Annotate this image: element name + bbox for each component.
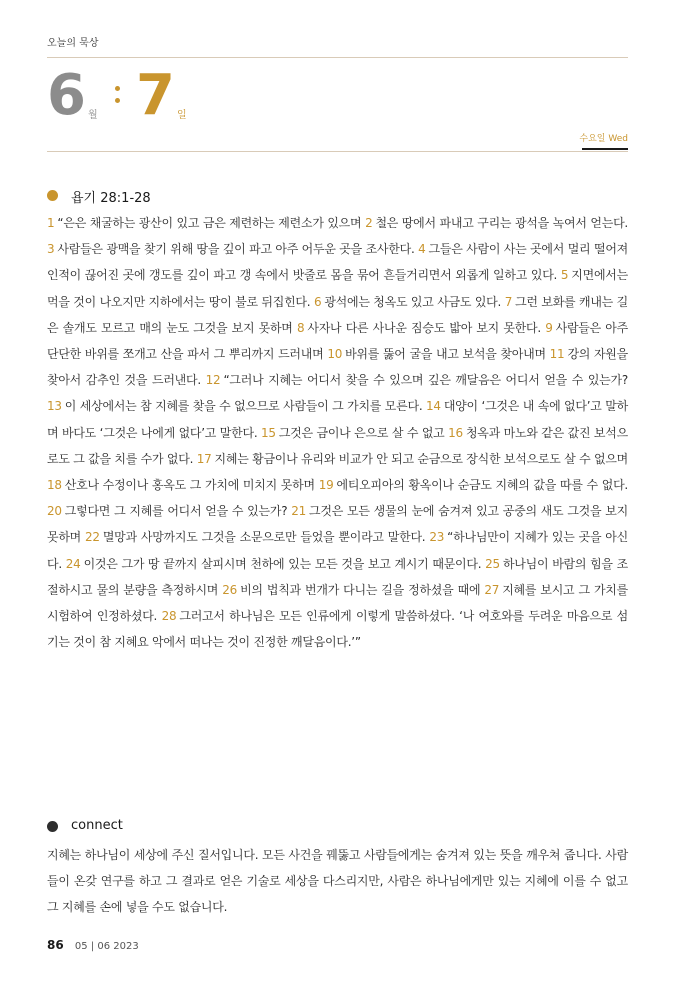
verse-text: 하나님이 바람의 힘을 조절하시고 물의 분량을 측정하시며 <box>47 556 628 597</box>
verse-text: “하나님만이 지혜가 있는 곳을 아신다. <box>47 530 628 571</box>
verse-text: 지혜를 보시고 그 가치를 시험하여 인정하셨다. <box>47 582 628 624</box>
verse-number: 27 <box>484 582 500 597</box>
verse-text: 산호나 수정이나 홍옥도 그 가치에 미치지 못하며 <box>64 478 315 493</box>
scripture-passage <box>47 210 628 655</box>
verse-number: 16 <box>448 425 463 440</box>
verse-number: 17 <box>196 451 212 466</box>
verse-text: 철은 땅에서 파내고 구리는 광석을 녹여서 얻는다. <box>375 216 628 230</box>
connect-body: 지혜는 하나님이 세상에 주신 질서입니다. 모든 사건을 꿰뚫고 사람들에게는 숨겨져 있는 뜻을 깨우쳐 줍니다. 사람들이 온갖 연구를 하고 그 결과로 얻은 기술로 세상을 다스리지만, 사람은 하나님에게만 있는 지혜에 이를 수 없고 그 지혜를 손에 넣을 수도 없습니다. <box>47 848 628 915</box>
date-colon <box>115 84 121 108</box>
verse-text: 청옥과 마노와 같은 값진 보석으로도 그 값을 치를 수가 없다. <box>47 425 628 466</box>
page-footer <box>47 938 139 952</box>
day-unit: 일 <box>177 110 187 121</box>
connect-title: connect <box>71 818 123 833</box>
weekday-label: 수요일 Wed <box>579 134 628 144</box>
section-label: 오늘의 묵상 <box>47 38 99 49</box>
verse-text: “그러나 지혜는 어디서 찾을 수 있으며 깊은 깨달음은 어디서 얻을 수 있는가? <box>223 373 628 388</box>
verse-text: 에티오피아의 황옥이나 순금도 지혜의 값을 따를 수 없다. <box>336 478 628 493</box>
verse-number: 10 <box>327 347 343 362</box>
verse-number: 12 <box>205 373 221 388</box>
verse-number: 24 <box>65 556 81 571</box>
month-unit: 월 <box>88 110 98 121</box>
verse-text: 그런 보화를 캐내는 길은 솔개도 모르고 매의 눈도 그것을 보지 못하며 <box>47 294 628 335</box>
verse-text: 광석에는 청옥도 있고 사금도 있다. <box>324 294 502 309</box>
connect-bullet-icon <box>47 821 58 832</box>
verse-number: 18 <box>47 478 62 493</box>
verse-number: 6 <box>313 294 322 309</box>
verse-text: “은은 채굴하는 광산이 있고 금은 제련하는 제련소가 있으며 <box>57 216 362 230</box>
verse-text: 지혜는 황금이나 유리와 비교가 안 되고 순금으로 장식한 보석으로도 살 수 없으며 <box>214 451 629 466</box>
verse-number: 2 <box>365 216 373 230</box>
verse-text: 그들은 사람이 사는 곳에서 멀리 떨어져 인적이 끊어진 곳에 갱도를 깊이 파고 갱 속에서 밧줄로 몸을 묶어 흔들거리면서 외롭게 일하고 있다. <box>47 242 628 283</box>
verse-number: 11 <box>549 347 565 362</box>
scripture-bullet-icon <box>47 190 58 201</box>
verse-number: 15 <box>261 425 276 440</box>
weekday-underline <box>582 148 628 150</box>
verse-text: 강의 자원을 찾아서 감추인 것을 드러낸다. <box>47 347 628 388</box>
verse-text: 이 세상에서는 참 지혜를 찾을 수 없으므로 사람들이 그 가치를 모른다. <box>64 399 423 414</box>
verse-number: 7 <box>504 294 513 309</box>
verse-number: 25 <box>485 556 500 571</box>
verse-number: 28 <box>161 609 177 624</box>
verse-text: 그렇다면 그 지혜를 어디서 얻을 수 있는가? <box>64 504 288 519</box>
verse-text: 사자나 다른 사나운 짐승도 밟아 보지 못한다. <box>307 320 541 335</box>
verse-number: 22 <box>85 530 100 545</box>
month-number: 6 <box>47 63 86 128</box>
verse-text: 그것은 금이나 은으로 살 수 없고 <box>278 425 445 440</box>
verse-text: 이것은 그가 땅 끝까지 살피시며 천하에 있는 모든 것을 보고 계시기 때문이다. <box>83 556 482 571</box>
verse-number: 1 <box>47 216 55 230</box>
verse-text: 사람들은 광맥을 찾기 위해 땅을 깊이 파고 아주 어두운 곳을 조사한다. <box>57 242 415 257</box>
scripture-reference: 욥기 28:1-28 <box>71 191 151 206</box>
verse-text: 대양이 ‘그것은 내 속에 없다’고 말하며 바다도 ‘그것은 나에게 없다’고 말한다. <box>47 399 628 440</box>
verse-number: 23 <box>429 530 445 545</box>
verse-text: 그것은 모든 생물의 눈에 숨겨져 있고 공중의 새도 그것을 보지 못하며 <box>47 504 628 545</box>
date-divider <box>47 151 628 152</box>
verse-text: 멸망과 사망까지도 그것을 소문으로만 들었을 뿐이라고 말한다. <box>102 530 426 545</box>
verse-number: 14 <box>426 399 441 414</box>
verse-number: 20 <box>47 504 62 519</box>
verse-text: 바위를 뚫어 굴을 내고 보석을 찾아내며 <box>345 347 546 362</box>
verse-text: 지면에서는 먹을 것이 나오지만 지하에서는 땅이 불로 뒤집힌다. <box>47 268 628 309</box>
verse-text: 그러고서 하나님은 모든 인류에게 이렇게 말씀하셨다. ‘나 여호와를 두려운 마음으로 섬기는 것이 참 지혜요 악에서 떠나는 것이 진정한 깨달음이다.’” <box>47 609 628 650</box>
verse-text: 사람들은 아주 단단한 바위를 쪼개고 산을 파서 그 뿌리까지 드러내며 <box>47 320 628 362</box>
day-number: 7 <box>136 63 175 128</box>
verse-text: 비의 법칙과 번개가 다니는 길을 정하셨을 때에 <box>240 582 481 597</box>
verse-number: 5 <box>560 268 569 283</box>
verse-number: 9 <box>545 320 553 335</box>
top-divider <box>47 57 628 58</box>
verse-number: 26 <box>222 582 238 597</box>
verse-number: 13 <box>47 399 62 414</box>
verse-number: 8 <box>296 320 305 335</box>
verse-number: 4 <box>418 242 426 257</box>
verse-number: 3 <box>47 242 55 257</box>
date-display <box>47 62 628 132</box>
page-number: 86 <box>47 938 64 952</box>
issue-date: 05 | 06 2023 <box>74 941 139 952</box>
verse-number: 21 <box>291 504 307 519</box>
verse-number: 19 <box>318 478 334 493</box>
